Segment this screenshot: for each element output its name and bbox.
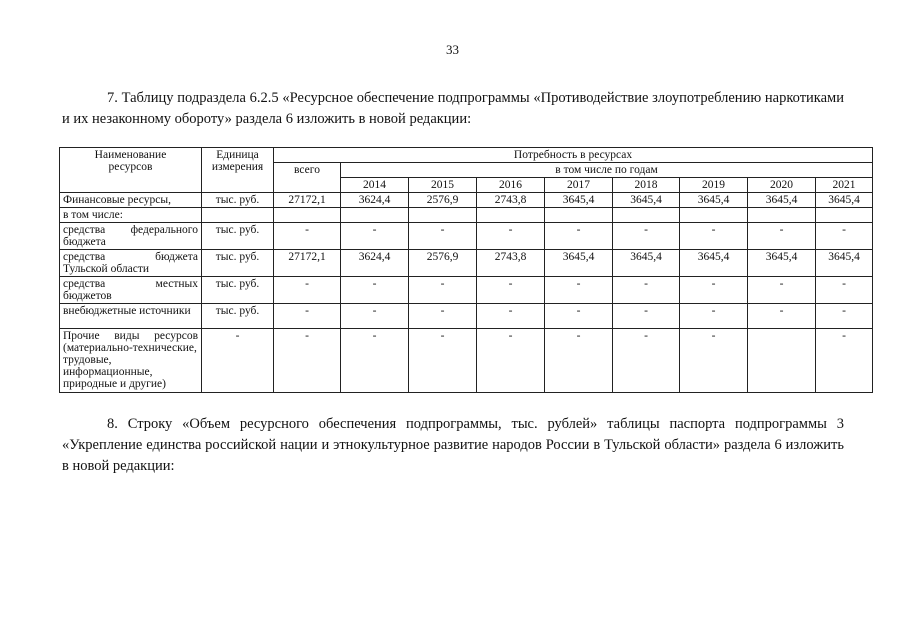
paragraph-8: 8. Строку «Объем ресурсного обеспечения подпрограммы, тыс. рублей» таблицы паспорта подпрограммы 3 «Укрепление единства российской нации и этнокультурное развитие народов России в Тульской области» раздела 6 изложить в новой редакции: (62, 416, 844, 474)
row-value: - (341, 329, 409, 393)
year-header: 2019 (680, 178, 748, 193)
row-value: - (680, 277, 748, 304)
row-value (613, 208, 680, 223)
table-row (60, 277, 873, 304)
row-value: - (816, 277, 873, 304)
table-row (60, 223, 873, 250)
row-value: - (613, 304, 680, 329)
row-unit: тыс. руб. (202, 304, 274, 329)
row-unit: тыс. руб. (202, 193, 274, 208)
row-value: - (748, 277, 816, 304)
row-total (274, 208, 341, 223)
row-value (545, 208, 613, 223)
row-value: 3645,4 (680, 250, 748, 277)
table-row (60, 193, 873, 208)
row-value: - (748, 304, 816, 329)
header-name: Наименование ресурсов (60, 148, 202, 193)
row-value (477, 208, 545, 223)
row-total: - (274, 223, 341, 250)
row-value: - (545, 304, 613, 329)
row-unit: тыс. руб. (202, 250, 274, 277)
row-value (341, 208, 409, 223)
row-value: - (545, 277, 613, 304)
row-value: 3645,4 (545, 193, 613, 208)
table-row (60, 208, 873, 223)
row-value: - (680, 304, 748, 329)
row-value: 3645,4 (613, 250, 680, 277)
row-value: 2743,8 (477, 193, 545, 208)
row-unit: тыс. руб. (202, 277, 274, 304)
paragraph-7: 7. Таблицу подраздела 6.2.5 «Ресурсное обеспечение подпрограммы «Противодействие злоупотреблению наркотиками и их незаконному обороту» раздела 6 изложить в новой редакции: (62, 90, 844, 127)
row-value: - (613, 329, 680, 393)
row-name: Финансовые ресурсы, (60, 193, 202, 208)
row-total: 27172,1 (274, 250, 341, 277)
row-value: 3645,4 (748, 193, 816, 208)
page-number: 33 (446, 42, 459, 57)
row-value: 3645,4 (748, 250, 816, 277)
row-value (748, 208, 816, 223)
row-unit: - (202, 329, 274, 393)
row-value: - (748, 223, 816, 250)
row-value: - (409, 277, 477, 304)
row-value: - (477, 277, 545, 304)
row-value: - (613, 223, 680, 250)
row-value: - (409, 329, 477, 393)
row-value: - (409, 304, 477, 329)
row-value: - (680, 329, 748, 393)
header-total: всего (274, 163, 341, 193)
row-value: 3645,4 (680, 193, 748, 208)
row-value: 2743,8 (477, 250, 545, 277)
year-header: 2020 (748, 178, 816, 193)
row-value: - (680, 223, 748, 250)
row-value: - (613, 277, 680, 304)
year-header: 2016 (477, 178, 545, 193)
row-value: - (341, 277, 409, 304)
row-value: - (816, 304, 873, 329)
row-name: средства федерального бюджета (60, 223, 202, 250)
row-value: 2576,9 (409, 193, 477, 208)
year-header: 2018 (613, 178, 680, 193)
row-value: - (816, 223, 873, 250)
year-header: 2021 (816, 178, 873, 193)
table-row (60, 250, 873, 277)
header-need: Потребность в ресурсах (274, 148, 873, 163)
row-value: - (545, 223, 613, 250)
row-value (680, 208, 748, 223)
table-row (60, 304, 873, 329)
row-value (409, 208, 477, 223)
row-name: Прочие виды ресурсов (материально-технические, трудовые, информационные, природные и другие) (60, 329, 202, 393)
row-unit (202, 208, 274, 223)
row-value (816, 208, 873, 223)
row-value: 3624,4 (341, 193, 409, 208)
row-value: - (341, 304, 409, 329)
row-total: 27172,1 (274, 193, 341, 208)
table-row (60, 329, 873, 393)
resource-table (59, 147, 873, 393)
row-value: - (341, 223, 409, 250)
row-name: средства местных бюджетов (60, 277, 202, 304)
row-value: 3645,4 (816, 250, 873, 277)
row-value: 3645,4 (816, 193, 873, 208)
row-value: - (477, 329, 545, 393)
row-value: - (477, 304, 545, 329)
year-header: 2017 (545, 178, 613, 193)
header-by-years: в том числе по годам (341, 163, 873, 178)
row-total: - (274, 329, 341, 393)
row-value: 3645,4 (613, 193, 680, 208)
row-value: - (816, 329, 873, 393)
row-value: 3645,4 (545, 250, 613, 277)
row-value (748, 329, 816, 393)
row-name: в том числе: (60, 208, 202, 223)
row-total: - (274, 277, 341, 304)
year-header: 2014 (341, 178, 409, 193)
row-name: внебюджетные источники (60, 304, 202, 329)
row-unit: тыс. руб. (202, 223, 274, 250)
header-unit: Единица измерения (202, 148, 274, 193)
row-name: средства бюджета Тульской области (60, 250, 202, 277)
year-header: 2015 (409, 178, 477, 193)
row-value: - (477, 223, 545, 250)
row-value: - (545, 329, 613, 393)
row-value: 2576,9 (409, 250, 477, 277)
row-total: - (274, 304, 341, 329)
row-value: - (409, 223, 477, 250)
row-value: 3624,4 (341, 250, 409, 277)
